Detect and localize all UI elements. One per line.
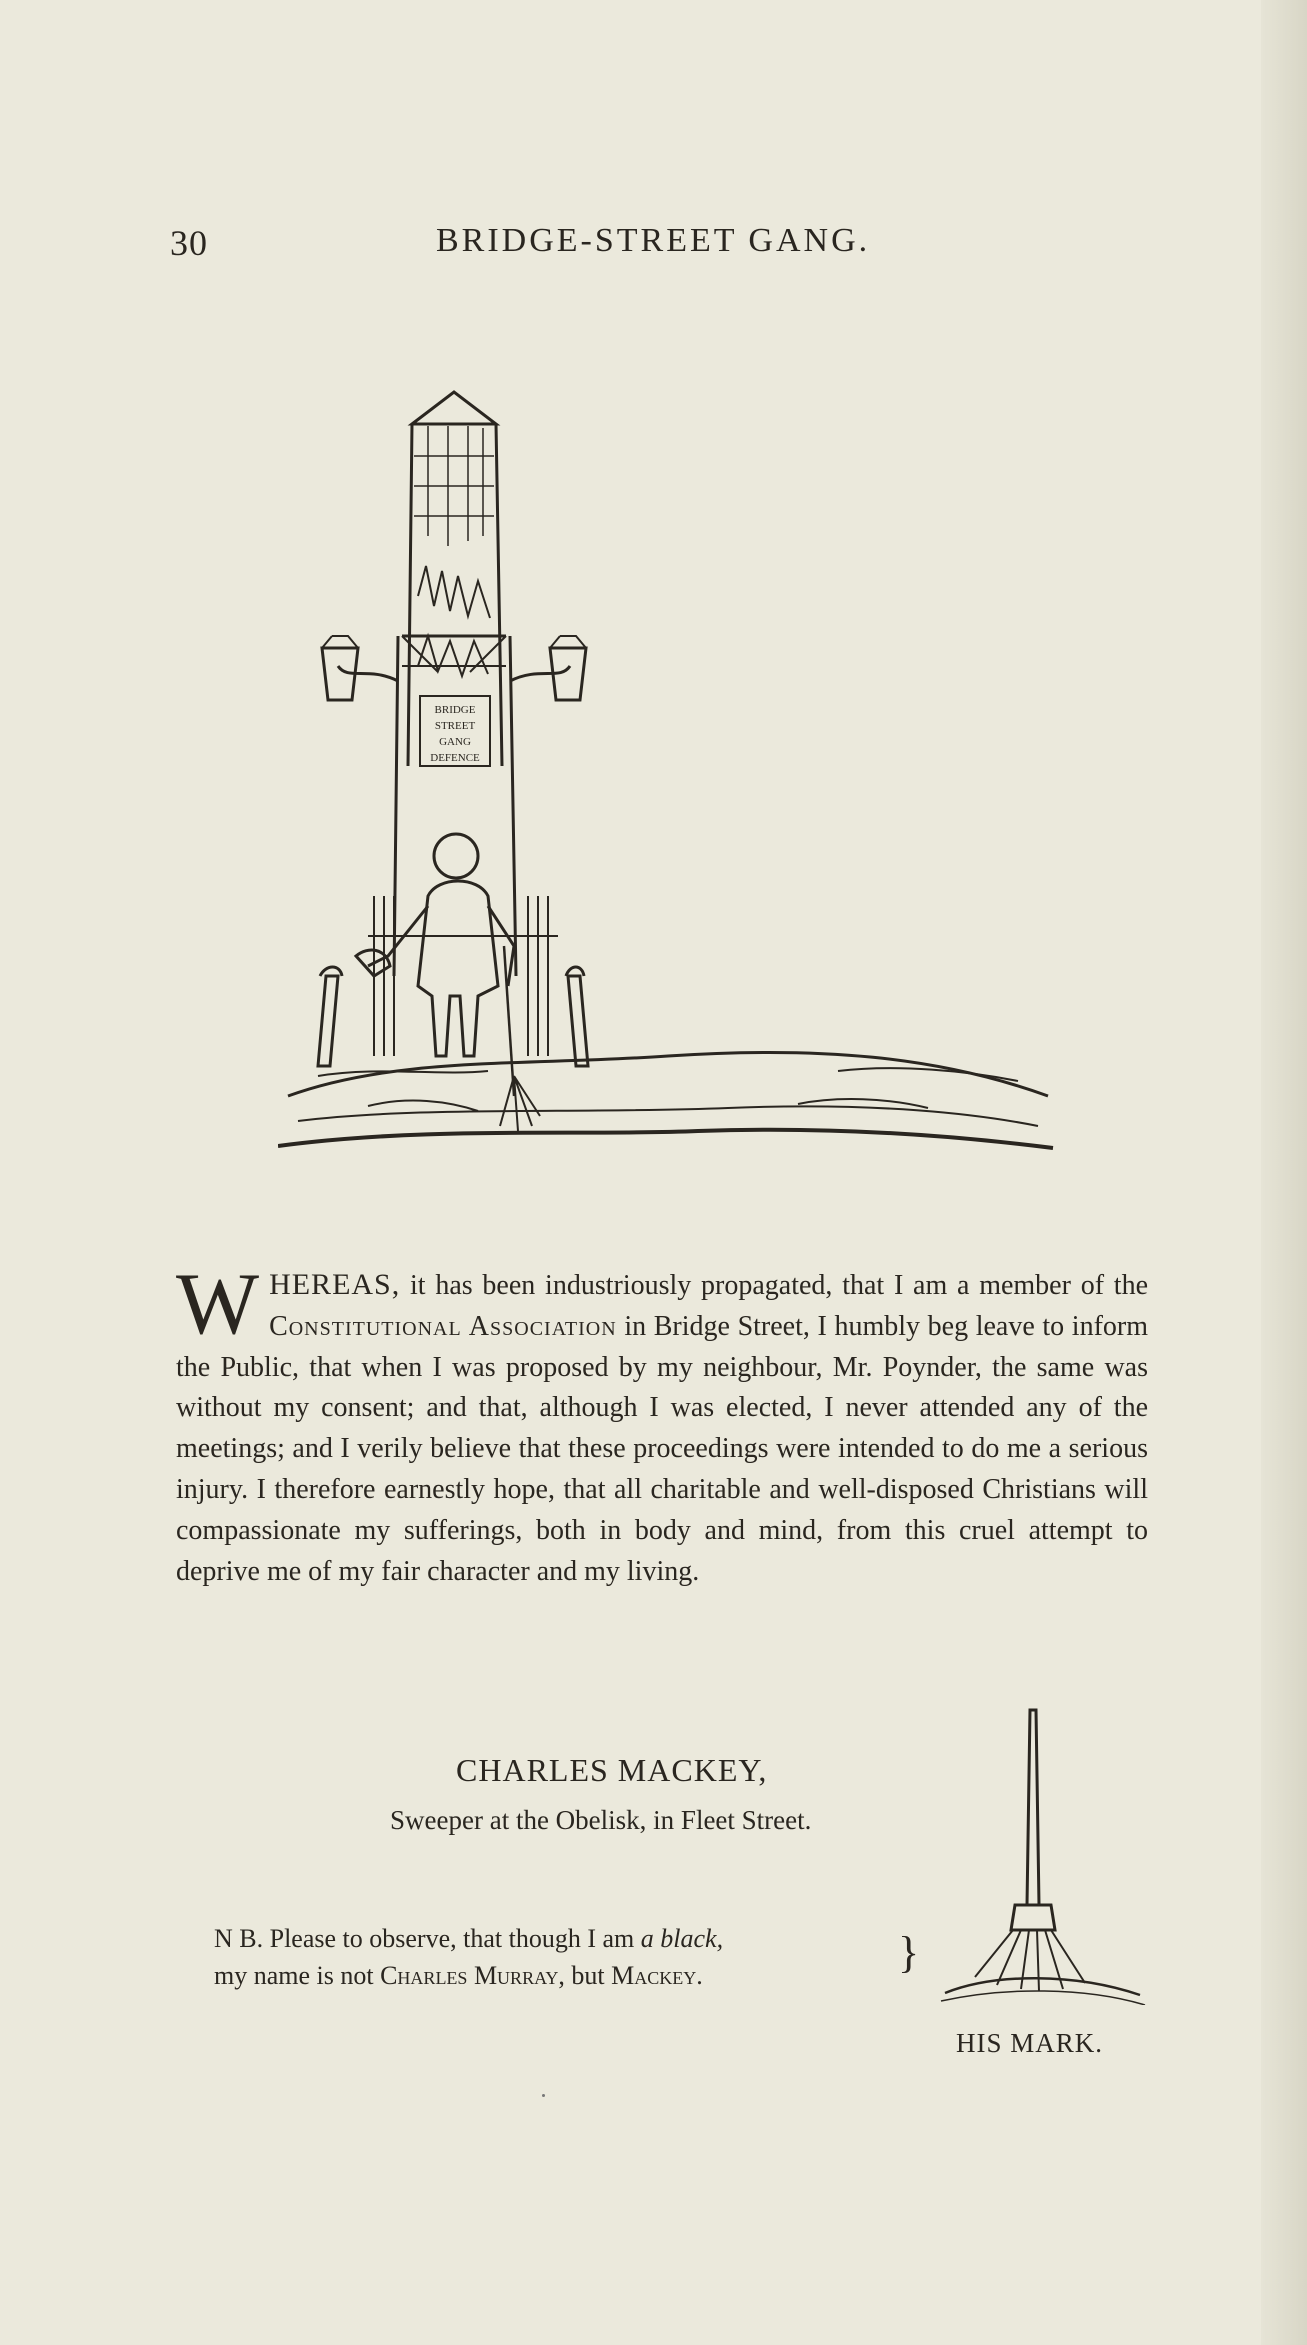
running-title: BRIDGE-STREET GANG. bbox=[436, 222, 871, 259]
drop-cap: W bbox=[176, 1256, 260, 1353]
page-number: 30 bbox=[170, 223, 208, 263]
placard-line: STREET bbox=[434, 720, 476, 732]
signatory-description: Sweeper at the Obelisk, in Fleet Street. bbox=[390, 1805, 812, 1835]
stray-mark bbox=[542, 2094, 545, 2097]
signatory-name: CHARLES MACKEY, bbox=[456, 1752, 768, 1788]
broom-icon bbox=[935, 1705, 1150, 2005]
association-name: Constitutional Association bbox=[269, 1310, 617, 1342]
note-name-right: Mackey. bbox=[611, 1961, 703, 1990]
his-mark-caption: HIS MARK. bbox=[956, 2028, 1104, 2058]
placard-line: GANG bbox=[439, 736, 471, 748]
paragraph-text: it has been industriously propagated, that I am a member of the bbox=[400, 1270, 1148, 1301]
obelisk-sweeper-engraving bbox=[278, 336, 1058, 1216]
placard-line: DEFENCE bbox=[430, 752, 480, 764]
note-text: my name is not bbox=[214, 1961, 381, 1990]
body-paragraph bbox=[176, 1256, 1148, 1592]
placard-line: BRIDGE bbox=[434, 704, 476, 716]
note-text: but bbox=[564, 1961, 612, 1990]
running-head bbox=[0, 222, 1307, 272]
paragraph-text: in Bridge Street, I humbly beg leave to inform the Public, that when I was proposed by my neighbour, Mr. Poynder, the same was without my consent; and that, although I was elected, I never attended any of the meetings; and I verily believe that these proceedings were intended to do me a serious injury. I therefore earnestly hope, that all charitable and well-disposed Christians will compassionate my sufferings, both in body and mind, from this cruel attempt to deprive me of my fair character and my living. bbox=[176, 1310, 1148, 1587]
note-name-wrong: Charles Murray, bbox=[380, 1961, 565, 1990]
nb-note bbox=[214, 1920, 723, 1994]
note-italic: a black, bbox=[640, 1924, 724, 1953]
note-text: N B. Please to observe, that though I am bbox=[214, 1924, 641, 1953]
lead-word: HEREAS, bbox=[269, 1268, 401, 1301]
curly-brace: } bbox=[898, 1928, 920, 1977]
page-edge bbox=[1261, 0, 1307, 2345]
